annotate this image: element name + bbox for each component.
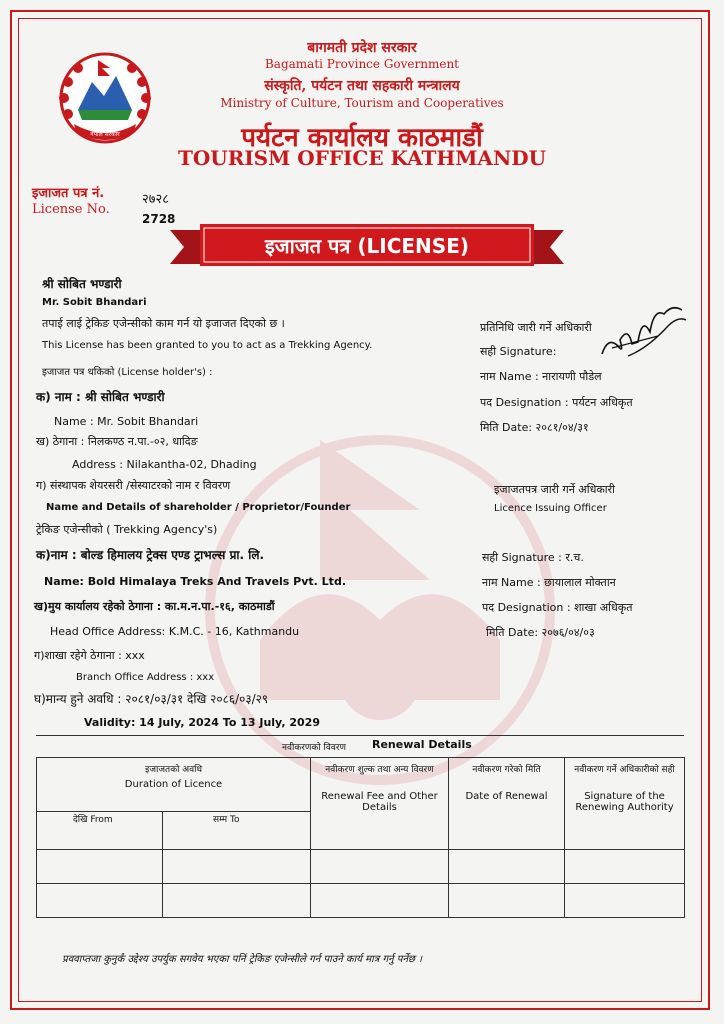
license-holder-heading: इजाजत पत्र धकिको (License holder's) : [42,367,213,378]
officer-designation: पद Designation : शाखा अधिकृत [482,601,633,614]
rep-date: मिति Date: २०८१/०४/३१ [480,421,589,434]
agency-name-np: क)नाम : बोल्ड हिमालय ट्रेक्स एण्ड ट्राभल्स प्रा. लि. [36,548,265,562]
validity-en: Validity: 14 July, 2024 To 13 July, 2029 [84,716,320,729]
renewal-col3-en: Date of Renewal [465,791,548,802]
shareholder-en: Name and Details of shareholder / Proprietor/Founder [46,502,351,513]
renewal-col-fee [311,758,449,850]
renewal-title-en: Renewal Details [372,738,472,751]
ministry-en: Ministry of Culture, Tourism and Cooperatives [220,96,504,110]
banner-title: इजाजत पत्र (LICENSE) [264,234,470,258]
table-row [37,850,685,884]
renewal-to-header [163,812,311,850]
license-no-value-np: २७२८ [142,192,170,207]
validity-np: घ)मान्य हुने अवधि : २०८१/०३/३१ देखि २०८६/०३/२९ [34,692,269,706]
license-no-value-en: 2728 [142,212,176,226]
license-no-label-np: इजाजत पत्र नं. [32,186,105,201]
watermark-emblem-icon [200,380,560,800]
table-cell[interactable] [449,884,565,918]
rep-signature-label: सही Signature: [480,345,557,358]
head-office-en: Head Office Address: K.M.C. - 16, Kathmandu [50,625,300,638]
agency-name-en: Name: Bold Himalaya Treks And Travels Pvt. Ltd. [44,575,346,588]
table-cell[interactable] [449,850,565,884]
shareholder-np: ग) संस्थापक शेयरसरी /सेस्याटरको नाम र विवरण [36,479,231,492]
table-cell[interactable] [163,850,311,884]
grant-en: This License has been granted to you to act as a Trekking Agency. [42,340,373,351]
renewal-col1-np: इजाजतको अवधि [144,765,203,775]
office-en: TOURISM OFFICE KATHMANDU [177,146,547,170]
renewal-col-date [449,758,565,850]
table-cell[interactable] [311,850,449,884]
renewal-col4-np: नवीकरण गर्ने अधिकारीको सही [574,765,675,775]
table-cell[interactable] [565,884,685,918]
agency-heading: ट्रेकिङ एजेन्सीको ( Trekking Agency's) [36,523,218,536]
province-en: Bagamati Province Government [264,57,460,71]
signature-icon [598,296,690,368]
table-row [37,884,685,918]
table-cell[interactable] [37,884,163,918]
renewal-col1-en: Duration of Licence [124,779,223,790]
holder-name-np: श्री सोबित भण्डारी [42,277,122,291]
footer-note: प्रववाप्तजा कुनुर्कं उद्देश्य उपर्युक सगवेय भएका पनिं ट्रेकिङ एजेन्सीले गर्न पाउने कार्य मात्र गर्नु पर्नेछ । [62,954,423,965]
table-cell[interactable] [37,850,163,884]
officer-name: नाम Name : छायालाल मोक्तान [482,576,616,589]
officer-signature: सही Signature : र.च. [482,551,584,564]
renewal-col3-np: नवीकरण गरेको मिति [472,765,541,775]
renewal-col4-en: Signature of the Renewing Authority [575,791,674,813]
table-cell[interactable] [163,884,311,918]
renewal-from-header [37,812,163,850]
rep-heading: प्रतिनिधि जारी गर्ने अधिकारी [480,321,592,334]
head-office-np: ख)मुय कार्यालय रहेको ठेगाना : का.म.न.पा.-१६, काठमाडौं [34,600,275,613]
office-np: पर्यटन कार्यालय काठमाडौं [241,123,483,153]
holder-field-address-np: ख) ठेगाना : निलकण्ठ न.पा.-०२, धादिङ [36,435,198,448]
renewal-table [36,757,685,918]
holder-field-name-np: क) नाम : श्री सोबित भण्डारी [36,390,165,404]
rep-name: नाम Name : नारायणी पौडेल [480,370,602,383]
license-no-label-en: License No. [32,202,110,217]
branch-np: ग)शाखा रहेगे ठेगाना : xxx [34,649,145,662]
officer-date: मिति Date: २०७६/०४/०३ [486,626,595,639]
table-cell[interactable] [565,850,685,884]
ministry-np: संस्कृति, पर्यटन तथा सहकारी मन्त्रालय [264,78,460,94]
branch-en: Branch Office Address : xxx [76,672,215,683]
renewal-from-label: देखि From [73,815,113,825]
holder-field-address-en: Address : Nilakantha-02, Dhading [72,458,257,471]
nepal-emblem-icon [54,52,156,144]
renewal-col-signature [565,758,685,850]
renewal-col2-np: नवीकरण शुल्क तथा अन्य विवरण [325,765,434,775]
renewal-col-duration [37,758,311,812]
renewal-to-label: सम्म To [213,815,240,825]
renewal-title-np: नवीकरणको विवरण [282,743,347,753]
province-np: बागमती प्रदेश सरकार [307,40,417,56]
officer-heading-np: इजाजतपत्र जारी गर्ने अधिकारी [494,483,615,496]
holder-field-name-en: Name : Mr. Sobit Bhandari [54,415,199,428]
renewal-divider [36,735,684,736]
renewal-col2-en: Renewal Fee and Other Details [321,791,438,813]
rep-designation: पद Designation : पर्यटन अधिकृत [480,396,633,409]
grant-np: तपाई लाई ट्रेकिङ एजेन्सीको काम गर्न यो इजाजत दिएको छ । [42,317,285,330]
table-cell[interactable] [311,884,449,918]
emblem-text: नेपाल सरकार [90,131,120,138]
holder-name-en: Mr. Sobit Bhandari [42,297,147,308]
officer-heading-en: Licence Issuing Officer [494,503,607,514]
